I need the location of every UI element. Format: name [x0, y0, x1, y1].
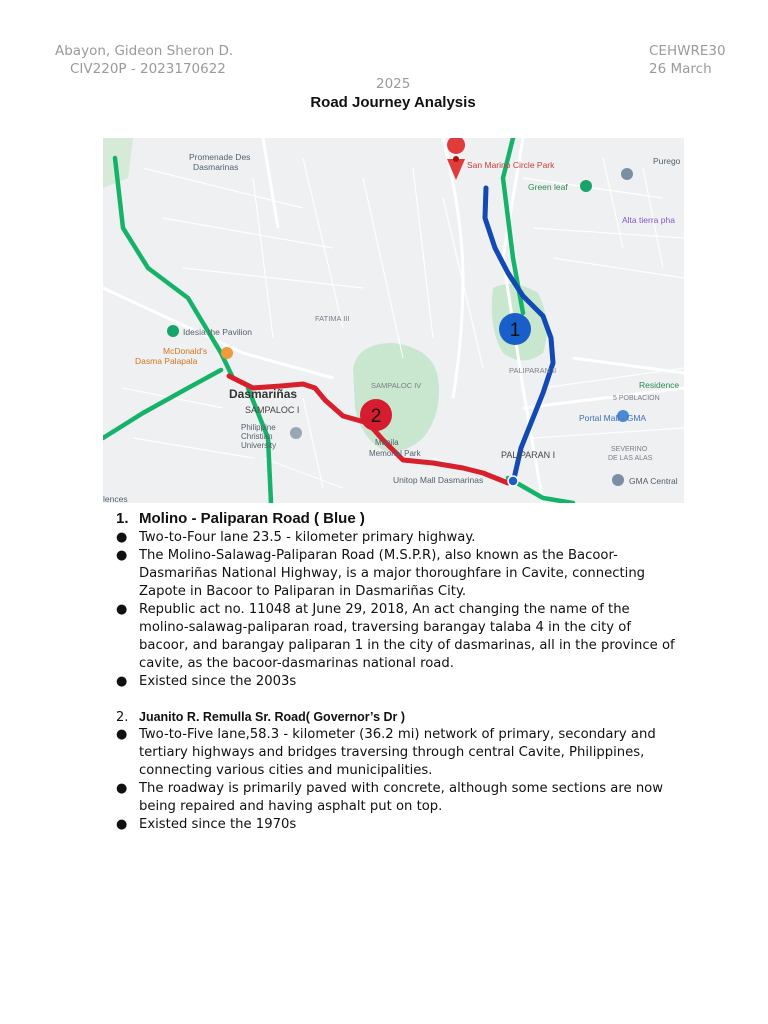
map-label-alta-tierra: Alta tierra pha	[622, 215, 675, 225]
bullet-icon: ●	[116, 674, 128, 689]
map-label-severino-2: DE LAS ALAS	[608, 455, 653, 462]
map-label-residence: Residence	[639, 380, 680, 390]
map-label-phil-christian-3: University	[241, 441, 277, 450]
bullet-icon: ●	[116, 548, 128, 563]
bullet-icon: ●	[116, 781, 128, 796]
route-1-marker-label: 1	[509, 320, 521, 341]
map-label-idesia: Idesia the Pavilion	[183, 327, 252, 337]
map-label-sampaloc-i: SAMPALOC I	[245, 405, 300, 415]
map-label-puregold: Purego	[653, 156, 681, 166]
map-label-portal-mall: Portal Mall - GMA	[579, 413, 647, 423]
map-label-poblacion: 5 POBLACION	[613, 395, 660, 402]
route-2-marker-label: 2	[370, 406, 382, 427]
map-label-promenade: Promenade Des	[189, 152, 251, 162]
bullet-icon: ●	[116, 817, 128, 832]
bullet-text: The Molino-Salawag-Paliparan Road (M.S.P.R), also known as the Bacoor-Dasmariñas National Highway, is a major thoroughfare in Cavite, connecting Zapote in Bacoor to Paliparan in Dasmariñas City.	[139, 548, 646, 599]
map-label-phil-christian-2: Christian	[241, 432, 273, 441]
section-1-heading	[116, 509, 365, 529]
section-2-number: 2.	[116, 710, 129, 725]
bullet-text: Existed since the 1970s	[139, 817, 297, 832]
author-name: Abayon, Gideon Sheron D.	[55, 43, 234, 59]
section-1-title: Molino - Paliparan Road ( Blue )	[139, 510, 365, 527]
bullet-icon: ●	[116, 602, 128, 617]
bullet-text: Republic act no. 11048 at June 29, 2018, An act changing the name of the molino-salawag-paliparan road, traversing barangay talaba 4 in the city of bacoor, and barangay paliparan 1 in the city of dasmarinas, all in the province of cavite, as the bacoor-dasmarinas national road.	[139, 602, 675, 671]
course-id: CIV220P - 2023170622	[70, 61, 226, 77]
map-label-sampaloc-iv: SAMPALOC IV	[371, 381, 422, 390]
map-label-fatima: FATIMA III	[315, 314, 350, 323]
route-map	[103, 138, 684, 503]
bullet-text: Two-to-Five lane,58.3 - kilometer (36.2 mi) network of primary, secondary and tertiary highways and bridges traversing through central Cavite, Philippines, connecting various cities and municipalities.	[139, 727, 656, 778]
map-label-paliparan-ii: PALIPARAN II	[509, 366, 557, 375]
poi-icon	[290, 427, 302, 439]
list-item	[116, 529, 676, 547]
list-item	[116, 816, 676, 834]
map-label-dasmarinas: Dasmariñas	[229, 387, 298, 401]
list-item	[116, 726, 676, 780]
map-label-green-leaf: Green leaf	[528, 182, 568, 192]
section-2-heading	[116, 708, 405, 727]
poi-icon	[621, 168, 633, 180]
page-title: Road Journey Analysis	[310, 94, 476, 111]
submission-year: 2025	[376, 76, 411, 92]
map-label-gma-central: GMA Central	[629, 476, 678, 486]
map-label-paliparan-i: PALIPARAN I	[501, 450, 556, 460]
map-label-phil-christian: Philippine	[241, 423, 276, 432]
list-item	[116, 780, 676, 816]
map-label-lences: lences	[103, 494, 128, 503]
section-1-number: 1.	[116, 510, 129, 527]
section-2-title: Juanito R. Remulla Sr. Road( Governor’s Dr )	[139, 710, 406, 724]
map-label-manila-memorial: Manila	[375, 438, 399, 447]
map-label-manila-memorial-2: Memorial Park	[369, 449, 421, 458]
map-label-severino: SEVERINO	[611, 446, 648, 453]
poi-icon	[612, 474, 624, 486]
map-label-promenade-2: Dasmarinas	[193, 162, 239, 172]
bullet-text: Two-to-Four lane 23.5 - kilometer primary highway.	[139, 530, 476, 545]
submission-date: 26 March	[649, 61, 712, 77]
map-label-san-marino: San Marino Circle Park	[467, 160, 555, 170]
bullet-text: The roadway is primarily paved with concrete, although some sections are now being repaired and having asphalt put on top.	[139, 781, 664, 814]
bullet-icon: ●	[116, 727, 128, 742]
poi-icon	[221, 347, 233, 359]
map-label-mcdonalds: McDonald's	[163, 346, 208, 356]
list-item	[116, 547, 676, 601]
bullet-text: Existed since the 2003s	[139, 674, 297, 689]
map-label-mcdonalds-2: Dasma Palapala	[135, 356, 198, 366]
poi-icon	[167, 325, 179, 337]
list-item	[116, 673, 676, 691]
end-point-marker	[508, 476, 518, 486]
bullet-icon: ●	[116, 530, 128, 545]
poi-icon	[580, 180, 592, 192]
map-label-unitop: Unitop Mall Dasmarinas	[393, 475, 484, 485]
list-item	[116, 601, 676, 673]
section-code: CEHWRE30	[649, 43, 726, 59]
